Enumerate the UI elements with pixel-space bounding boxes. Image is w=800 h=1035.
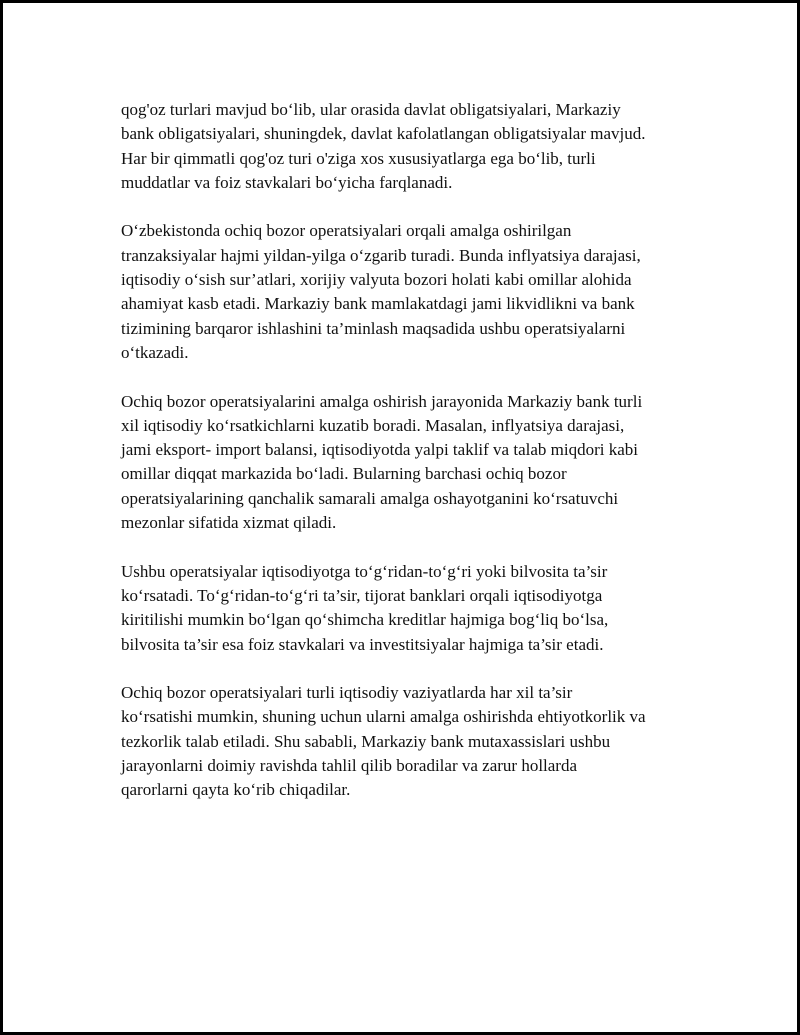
paragraph-3: Ochiq bozor operatsiyalarini amalga oshirish jarayonida Markaziy bank turli xil iqtisodiy ko‘rsatkichlarni kuzatib boradi. Masalan, inflyatsiya darajasi, jami eksport- import balansi, iqtisodiyotda yalpi taklif va talab miqdori kabi omillar diqqat markazida bo‘ladi. Bularning barchasi ochiq bozor operatsiyalarining qanchalik samarali amalga oshayotganini ko‘rsatuvchi mezonlar sifatida xizmat qiladi. [121, 391, 643, 533]
paragraph-4: Ushbu operatsiyalar iqtisodiyotga to‘g‘ridan-to‘g‘ri yoki bilvosita ta’sir ko‘rsatadi. To‘g‘ridan-to‘g‘ri ta’sir, tijorat banklari orqali iqtisodiyotga kiritilishi mumkin bo‘lgan qo‘shimcha kreditlar hajmiga bog‘liq bo‘lsa, bilvosita ta’sir esa foiz stavkalari va investitsiyalar hajmiga ta’sir etadi. [121, 561, 609, 654]
paragraph-2: O‘zbekistonda ochiq bozor operatsiyalari orqali amalga oshirilgan tranzaksiyalar hajmi yildan-yilga o‘zgarib turadi. Bunda inflyatsiya darajasi, iqtisodiy o‘sish sur’atlari, xorijiy valyuta bozori holati kabi omillar alohida ahamiyat kasb etadi. Markaziy bank mamlakatdagi jami likvidlikni va bank tizimining barqaror ishlashini ta’minlash maqsadida ushbu operatsiyalarni o‘tkazadi. [121, 221, 641, 362]
paragraph-1: qog'oz turlari mavjud bo‘lib, ular orasida davlat obligatsiyalari, Markaziy bank obligatsiyalari, shuningdek, davlat kafolatlangan obligatsiyalar mavjud. Har bir qimmatli qog'oz turi o'ziga xos xususiyatlarga ega bo‘lib, turli muddatlar va foiz stavkalari bo‘yicha farqlanadi. [121, 100, 646, 192]
paragraph-5: Ochiq bozor operatsiyalari turli iqtisodiy vaziyatlarda har xil ta’sir ko‘rsatishi mumkin, shuning uchun ularni amalga oshirishda ehtiyotkorlik va tezkorlik talab etiladi. Shu sababli, Markaziy bank mutaxassislari ushbu jarayonlarni doimiy ravishda tahlil qilib boradilar va zarur hollarda qarorlarni qayta ko‘rib chiqadilar. [121, 683, 646, 800]
document-body [121, 98, 701, 827]
